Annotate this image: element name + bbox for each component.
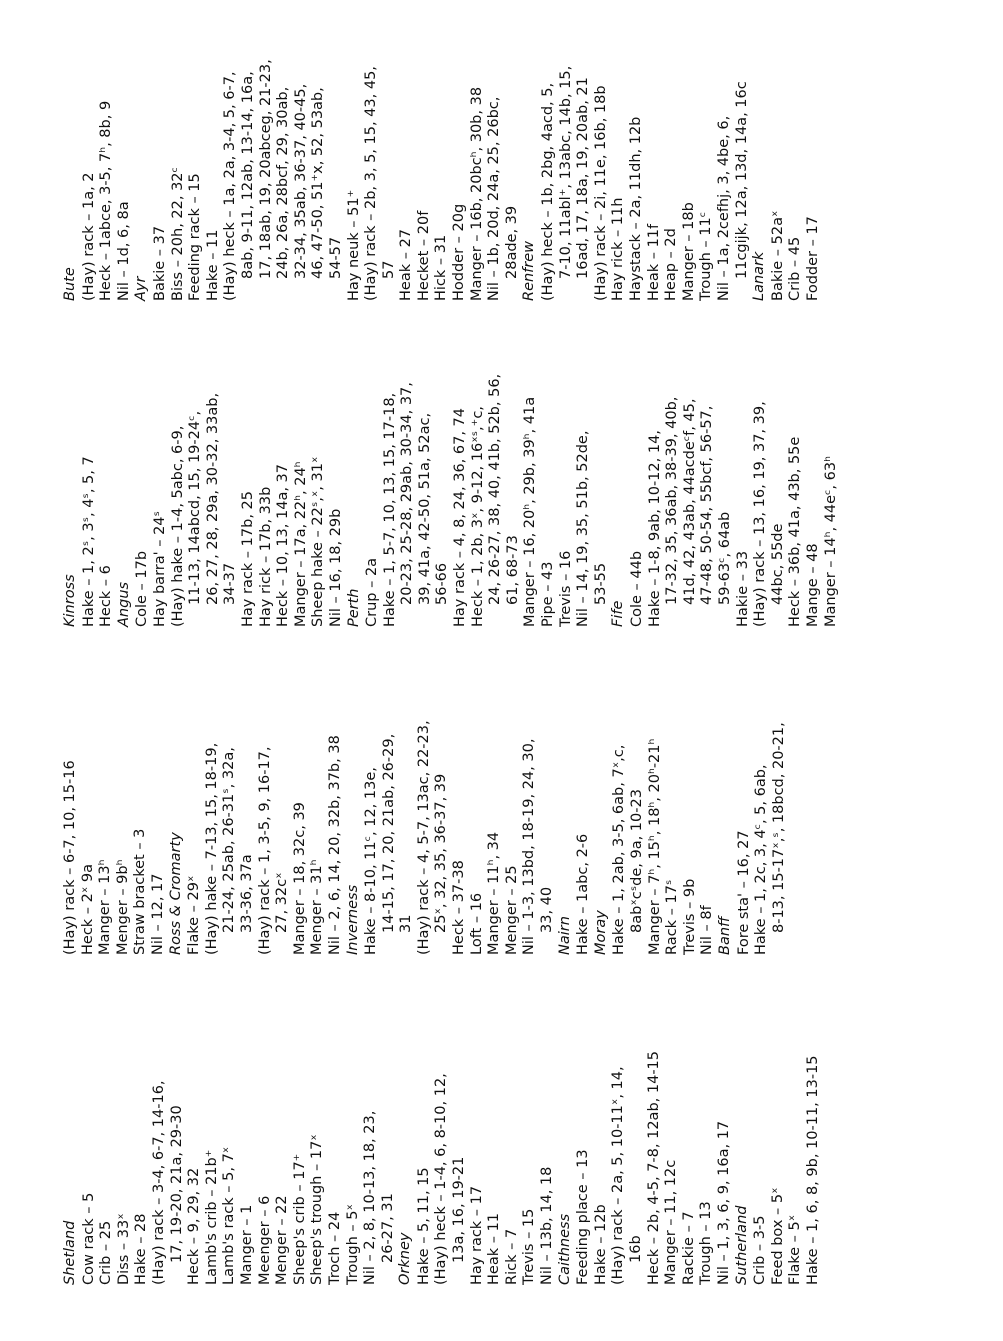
county-section	[717, 637, 788, 955]
entry-line: Haystack – 2a, 11dh, 12b	[628, 116, 644, 301]
entry-line: Manger – 17a, 22ʰ, 24ʰ	[292, 461, 309, 627]
entry-line: Nil – 1b, 20d, 24a, 25, 26bc,	[486, 96, 503, 301]
county-heading: Shetland	[62, 1220, 78, 1285]
county-section	[397, 967, 556, 1285]
county-section	[116, 309, 346, 627]
entry-line: Crib – 25	[98, 1220, 115, 1285]
entry-line: Loft – 16	[468, 892, 485, 955]
entry-line: Manger – 7ʰ, 15ʰ, 18ʰ, 20ʰ-21ʰ	[646, 738, 663, 955]
entry-line: Mange – 48	[804, 543, 821, 627]
entry-line: Menger – 25	[503, 865, 520, 955]
county-section	[734, 967, 823, 1285]
county-heading: Fife	[610, 600, 627, 627]
entry-continuation: 26-27, 31	[379, 1193, 396, 1263]
entry-line: Heap – 2d	[663, 228, 680, 301]
entry-line: (Hay) hake – 1-4, 5abc, 6-9,	[169, 425, 186, 627]
entry-line: Biss – 20h, 22, 32ᶜ	[169, 167, 186, 301]
entry-line: Trough – 5ˣ	[344, 1204, 361, 1285]
entry-line: (Hay) hake – 7-13, 15, 18-19,	[203, 742, 220, 955]
entry-line: (Hay) rack – 1a, 2	[80, 172, 97, 301]
county-section	[168, 637, 345, 955]
entry-line: Flake – 5ˣ	[787, 1214, 804, 1285]
entry-line: Manger – 16, 20ʰ, 29b, 39ʰ, 41a	[522, 396, 539, 627]
entry-continuation: 13a, 16, 19-21	[451, 1156, 468, 1263]
entry-line: Nil – 2, 6, 14, 20, 32b, 37b, 38	[326, 735, 343, 955]
entry-line: Rick – 7	[503, 1228, 520, 1285]
entry-continuation: 39, 41a, 42-50, 51a, 52ac,	[416, 412, 433, 605]
entry-line: Nil – 16, 18, 29b	[327, 508, 344, 627]
county-heading: Kinross	[62, 574, 78, 627]
entry-continuation: 16b	[628, 1235, 644, 1263]
entry-line: Hake – 1, 6, 8, 9b, 10-11, 13-15	[804, 1055, 821, 1285]
entry-line: Fore sta' – 16, 27	[735, 830, 752, 955]
entry-line: Lamb's crib – 21b⁺	[203, 1149, 220, 1285]
entry-continuation: 34-37	[222, 562, 239, 605]
entry-line: Hake – 12b	[592, 1204, 609, 1285]
entry-line: Hakie – 33	[734, 550, 751, 627]
entry-continuation: 53-55	[592, 562, 609, 605]
entry-line: (Hay) heck – 1b, 2bg, 4acd, 5,	[540, 82, 557, 301]
entry-line: Hay rick – 17b, 33b	[257, 486, 274, 627]
entry-line: Manger – 14ʰ, 44eᶜ, 63ʰ	[822, 456, 839, 627]
entry-line: Menger – 9bʰ	[114, 859, 131, 955]
entry-line: Hay rack – 17b, 25	[239, 491, 256, 627]
entry-line: Diss – 33ˣ	[115, 1213, 132, 1285]
entry-line: (Hay) heck – 1a, 2a, 3-4, 5, 6-7,	[222, 71, 239, 301]
entry-line: Trough – 13	[698, 1201, 715, 1285]
entry-continuation: 8abˣcˢde, 9a, 10-23	[629, 789, 645, 933]
entry-line: Heck – 10, 13, 14a, 37	[275, 463, 292, 627]
entry-continuation: 33-36, 37a	[238, 854, 255, 933]
county-heading: Angus	[115, 581, 132, 627]
entry-line: Feed box – 5ˣ	[769, 1187, 786, 1285]
entry-line: Pipe – 43	[540, 561, 557, 627]
entry-continuation: 33, 40	[539, 886, 556, 933]
entry-line: Heck – 9, 29, 32	[186, 1167, 203, 1285]
entry-line: (Hay) rack – 1, 3-5, 9, 16-17,	[256, 746, 273, 955]
entry-continuation: 17, 18ab, 19, 20abceg, 21-23,	[257, 59, 274, 279]
entry-line: (Hay) rack – 6-7, 10, 15-16	[62, 760, 78, 955]
county-heading: Perth	[345, 588, 362, 627]
entry-line: Heck – 1abce, 3-5, 7ʰ, 8b, 9	[98, 100, 115, 301]
entry-line: Heak – 11	[486, 1212, 503, 1285]
entry-line: Heck – 2b, 4-5, 7-8, 12ab, 14-15	[645, 1050, 662, 1285]
entry-line: Straw bracket – 3	[132, 828, 149, 955]
county-section	[62, 0, 133, 301]
county-section	[62, 309, 116, 627]
entry-line: Cow rack – 5	[80, 1192, 97, 1285]
entry-line: Hay neuk – 51⁺	[345, 189, 362, 301]
column-4	[62, 0, 823, 301]
entry-line: Manger – 16b, 20bcʰ, 30b, 38	[468, 86, 485, 301]
entry-line: Hake – 1, 2c, 3, 4ᶜ, 5, 6ab,	[753, 764, 770, 955]
entry-line: Hodder – 20g	[451, 203, 468, 301]
county-heading: Inverness	[344, 884, 361, 955]
entry-line: Manger – 11ʰ, 34	[486, 831, 503, 955]
entry-line: Nil – 2, 8, 10-13, 18, 23,	[362, 1110, 379, 1285]
entry-line: Hake – 5, 11, 15	[415, 1167, 432, 1285]
entry-continuation: 21-24, 25ab, 26-31ˢ, 32a,	[221, 747, 238, 933]
entry-line: Manger – 1	[238, 1204, 255, 1285]
entry-line: Hake – 1, 2ab, 3-5, 6ab, 7ˣ,c,	[611, 744, 628, 955]
entry-continuation: 24, 26-27, 38, 40, 41b, 52b, 56,	[487, 373, 504, 605]
entry-continuation: 54-57	[327, 236, 344, 279]
entry-line: Hake – 11	[204, 229, 221, 301]
entry-line: Nil – 1, 3, 6, 9, 16a, 17	[715, 1120, 732, 1285]
entry-continuation: 11-13, 14abcd, 15, 19-24ᶜ,	[187, 410, 204, 605]
entry-line: Trough – 11ᶜ	[698, 211, 715, 301]
entry-continuation: 46, 47-50, 51⁺x, 52, 53ab,	[310, 87, 327, 279]
entry-line: Feeding place – 13	[575, 1149, 592, 1285]
entry-line: Nil – 13b, 14, 18	[539, 1166, 556, 1285]
entry-line: Hay rack – 4, 8, 24, 36, 67, 74	[452, 407, 469, 627]
entry-line: Nil – 1d, 6, 8a	[115, 201, 132, 301]
entry-line: Hick – 31	[433, 234, 450, 301]
entry-line: Cole – 17b	[134, 550, 151, 627]
entry-continuation: 24b, 26a, 28bcf, 29, 30ab,	[275, 86, 292, 279]
entry-line: Bakie – 52aˣ	[769, 210, 786, 301]
entry-line: Hay barra' – 24ˢ	[151, 511, 168, 627]
entry-line: Nil – 1-3, 13bd, 18-19, 24, 30,	[521, 738, 538, 955]
entry-continuation: 61, 68-73	[504, 535, 521, 605]
entry-line: (Hay) rack – 2i, 11e, 16b, 18b	[592, 85, 609, 301]
county-section	[345, 637, 557, 955]
entry-continuation: 56-66	[434, 562, 451, 605]
entry-line: Menger – 22	[274, 1195, 291, 1285]
county-heading: Ayr	[133, 276, 150, 301]
entry-continuation: 11cgijk, 12a, 13d, 14a, 16c	[733, 81, 750, 279]
entry-line: Heck – 36b, 41a, 43b, 55e	[787, 436, 804, 627]
entry-line: Heck – 2ˣ 9a	[79, 863, 96, 955]
entry-line: Manger – 18, 32c, 39	[291, 802, 308, 955]
entry-line: Heck – 1, 2b, 3ˣ, 9-12, 16ˣˢ,⁺c,	[469, 406, 486, 627]
county-heading: Ross & Cromarty	[167, 832, 184, 955]
entry-line: Crup – 2a	[364, 557, 381, 627]
county-section	[593, 637, 717, 955]
county-heading: Orkney	[397, 1232, 414, 1285]
entry-line: Manger – 13ʰ	[97, 859, 114, 955]
entry-line: Heak – 11f	[645, 223, 662, 301]
entry-continuation: 16ad, 17, 18a, 19, 20ab, 21	[575, 77, 592, 279]
county-section	[521, 0, 751, 301]
entry-continuation: 59-63ᶜ, 64ab	[716, 511, 733, 605]
entry-line: (Hay) rack – 13, 16, 19, 37, 39,	[752, 401, 769, 627]
entry-continuation: 14-15, 17, 20, 21ab, 26-29,	[380, 733, 397, 933]
entry-line: Hake – 28	[133, 1213, 150, 1285]
entry-line: Bakie – 37	[151, 225, 168, 301]
entry-line: Hake – 1-8, 9ab, 10-12, 14,	[646, 430, 663, 627]
county-section	[610, 309, 840, 627]
entry-line: Sheep's crib – 17⁺	[291, 1153, 308, 1285]
entry-line: Hay rick – 11h	[610, 197, 627, 301]
county-section	[133, 0, 521, 301]
entry-line: Cole – 44b	[629, 550, 645, 627]
entry-continuation: 17-32, 35, 36ab, 38-39, 40b,	[664, 396, 681, 605]
entry-continuation: 41d, 42, 43ab, 44acdeᶜf, 45,	[681, 398, 698, 605]
entry-line: Rackie – 7	[680, 1211, 697, 1285]
entry-line: Trevis – 15	[521, 1208, 538, 1285]
entry-line: Hay rack – 17	[468, 1185, 485, 1285]
county-heading: Caithness	[556, 1213, 573, 1285]
entry-line: Troch – 24	[326, 1211, 343, 1285]
entry-continuation: 32-34, 35ab, 36-37, 40-45,	[292, 83, 309, 279]
county-heading: Nairn	[556, 916, 573, 955]
entry-line: Heck – 37-38	[451, 860, 468, 955]
entry-line: Trevis – 9b	[681, 878, 698, 955]
entry-line: Crib – 3-5	[752, 1215, 769, 1285]
county-section	[346, 309, 611, 627]
entry-line: Hake – 1, 2ˢ, 3ˢ, 4ˢ, 5, 7	[80, 456, 97, 627]
entry-continuation: 27, 32cˣ	[274, 872, 291, 933]
county-section	[557, 637, 593, 955]
entry-line: Rack – 17ˢ	[664, 879, 681, 955]
entry-continuation: 28ade, 39	[503, 205, 520, 279]
entry-line: Sheep hake – 22ˢ,ˣ, 31ˣ	[310, 456, 327, 627]
entry-line: (Hay) rack – 2b, 3, 5, 15, 43, 45,	[363, 66, 380, 301]
entry-continuation: 8-13, 15-17ˣ,ˢ, 18bcd, 20-21,	[770, 722, 787, 933]
county-heading: Lanark	[751, 251, 768, 301]
entry-continuation: 47-48, 50-54, 55bcf, 56-57,	[699, 405, 716, 605]
county-section	[751, 0, 822, 301]
county-heading: Moray	[592, 910, 609, 955]
entry-line: Lamb's rack – 5, 7ˣ	[221, 1146, 238, 1285]
entry-continuation: 20-23, 25-28, 29ab, 30-34, 37,	[399, 382, 416, 605]
entry-continuation: 8ab, 9-11, 12ab, 13-14, 16a,	[239, 71, 256, 279]
entry-line: Nil – 14, 19, 35, 51b, 52de,	[575, 430, 592, 627]
entry-line: Heak – 27	[398, 228, 415, 301]
entry-line: Hake – 8-10, 11ᶜ, 12, 13e,	[363, 767, 380, 955]
county-section	[62, 637, 168, 955]
entry-line: Manger – 18b	[680, 202, 697, 301]
entry-continuation: 26, 27, 28, 29a, 30-32, 33ab,	[204, 392, 221, 605]
entry-line: Crib – 45	[787, 236, 804, 301]
entry-line: Nil – 8f	[699, 905, 716, 955]
county-section	[557, 967, 734, 1285]
entry-line: Menger – 31ʰ	[309, 859, 326, 955]
entry-line: (Hay) rack – 2a, 5, 10-11ˣ, 14,	[610, 1066, 627, 1285]
entry-line: Sheep's trough – 17ˣ	[309, 1134, 326, 1285]
entry-line: Manger – 11, 12c	[663, 1159, 680, 1285]
entry-line: Fodder – 17	[804, 216, 821, 301]
column-2	[62, 637, 788, 955]
county-heading: Renfrew	[521, 240, 538, 301]
county-heading: Banff	[716, 916, 733, 955]
entry-line: Hecket – 20f	[415, 210, 432, 301]
entry-line: Nil – 12, 17	[149, 873, 166, 955]
entry-line: Meenger – 6	[256, 1195, 273, 1285]
entry-line: Trevis – 16	[557, 550, 574, 627]
entry-line: Nil – 1a, 2cefhj, 3, 4be, 6,	[715, 115, 732, 301]
entry-line: Heck – 6	[98, 565, 115, 627]
entry-line: Flake – 29ˣ	[186, 875, 203, 955]
entry-line: (Hay) heck – 1-4, 6, 8-10, 12,	[433, 1073, 450, 1285]
entry-line: Feeding rack – 15	[187, 173, 204, 301]
county-heading: Sutherland	[733, 1205, 750, 1285]
county-heading: Bute	[62, 267, 78, 301]
entry-continuation: 7-10, 11abl⁺, 13abc, 14b, 15,	[557, 65, 574, 279]
entry-continuation: 17, 19-20, 21a, 29-30	[168, 1105, 185, 1263]
entry-line: (Hay) rack – 3-4, 6-7, 14-16,	[150, 1080, 167, 1285]
entry-continuation: 57	[380, 260, 397, 279]
entry-line: Hake – 1, 5-7, 10, 13, 15, 17-18,	[381, 392, 398, 627]
entry-line: Hake – 1abc, 2-6	[575, 833, 592, 955]
entry-continuation: 31	[398, 914, 415, 933]
entry-line: (Hay) rack – 4, 5-7, 13ac, 22-23,	[415, 720, 432, 955]
entry-continuation: 25ˣ, 32, 35, 36-37, 39	[433, 773, 450, 933]
county-section	[62, 967, 397, 1285]
entry-continuation: 44bc, 55de	[769, 523, 786, 605]
column-1	[62, 967, 823, 1285]
column-3	[62, 309, 840, 627]
